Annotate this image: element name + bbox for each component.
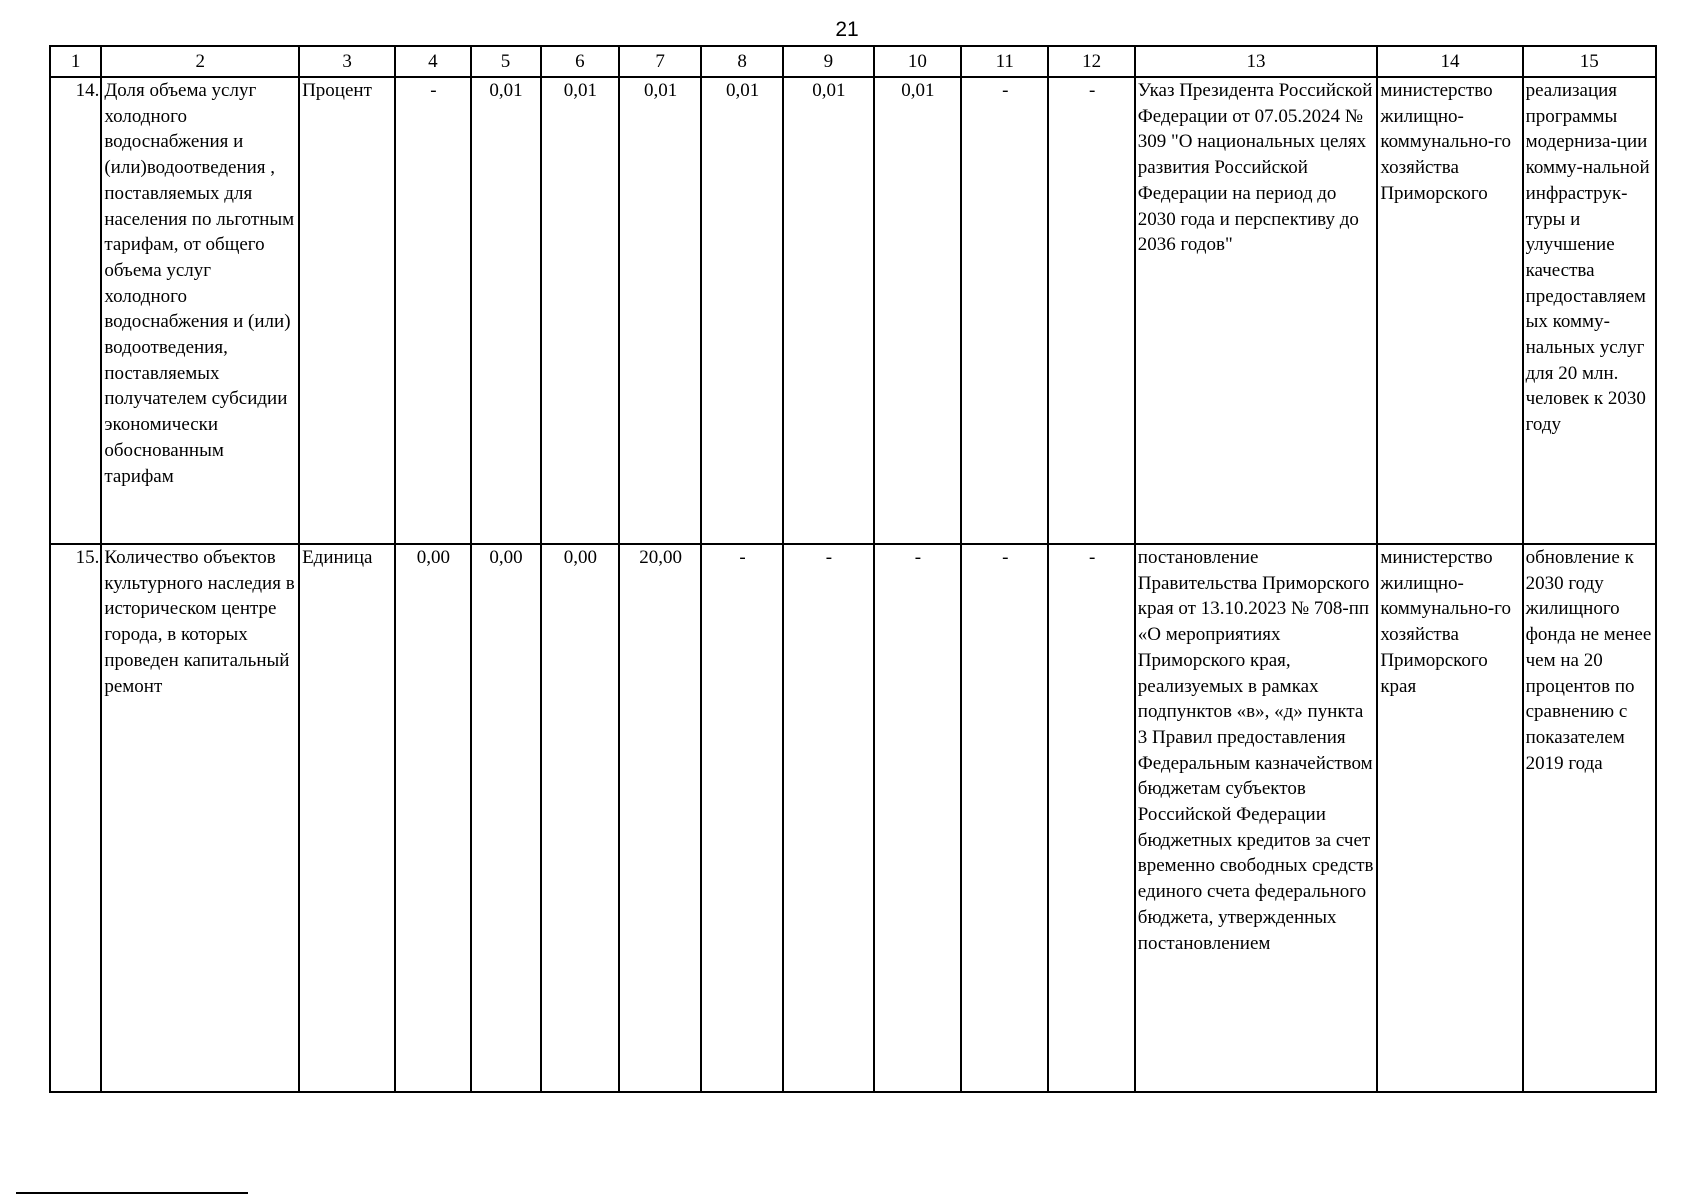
value-cell: 0,01	[874, 77, 961, 544]
indicator-name: Количество объектов культурного наследия в историческом центре города, в которых проведен капитальный ремонт	[101, 544, 299, 1092]
value-cell: 0,01	[701, 77, 783, 544]
indicator-name: Доля объема услуг холодного водоснабжения и (или)водоотведения , поставляемых для населения по льготным тарифам, от общего объема услуг холодного водоснабжения и (или) водоотведения, поставляемых получателем субсидии экономически обоснованным тарифам	[101, 77, 299, 544]
header-cell: 8	[701, 46, 783, 77]
table-row	[50, 544, 1656, 1092]
header-cell: 9	[783, 46, 874, 77]
value-cell: -	[1048, 77, 1134, 544]
value-cell: -	[961, 77, 1048, 544]
row-number: 15.	[50, 544, 101, 1092]
header-cell: 10	[874, 46, 961, 77]
header-row	[50, 46, 1656, 77]
header-cell: 15	[1523, 46, 1656, 77]
responsible-body: министерство жилищно-коммунально-го хозяйства Приморского края	[1377, 544, 1522, 1092]
value-cell: 0,01	[471, 77, 541, 544]
header-cell: 6	[541, 46, 620, 77]
value-cell: 0,01	[783, 77, 874, 544]
value-cell: 0,01	[541, 77, 620, 544]
page-number: 21	[835, 18, 859, 41]
header-cell: 14	[1377, 46, 1522, 77]
value-cell: 20,00	[619, 544, 701, 1092]
header-cell: 5	[471, 46, 541, 77]
basis-document: Указ Президента Российской Федерации от 07.05.2024 № 309 "О национальных целях развития Российской Федерации на период до 2030 года и перспективу до 2036 годов"	[1135, 77, 1378, 544]
basis-document: постановление Правительства Приморского края от 13.10.2023 № 708-пп «О мероприятиях Приморского края, реализуемых в рамках подпунктов «в», «д» пункта 3 Правил предоставления Федеральным казначейством бюджетам субъектов Российской Федерации бюджетных кредитов за счет временно свободных средств единого счета федерального бюджета, утвержденных постановлением	[1135, 544, 1378, 1092]
value-cell: -	[783, 544, 874, 1092]
header-cell: 7	[619, 46, 701, 77]
header-cell: 13	[1135, 46, 1378, 77]
value-cell: -	[874, 544, 961, 1092]
footnote-separator	[16, 1192, 248, 1194]
value-cell: -	[961, 544, 1048, 1092]
value-cell: 0,00	[541, 544, 620, 1092]
value-cell: 0,01	[619, 77, 701, 544]
table-row	[50, 77, 1656, 544]
header-cell: 4	[395, 46, 470, 77]
header-cell: 11	[961, 46, 1048, 77]
row-number: 14.	[50, 77, 101, 544]
national-goal: реализация программы модерниза-ции комму-нальной инфраструк-туры и улучшение качества предоставляемых комму-нальных услуг для 20 млн. человек к 2030 году	[1523, 77, 1656, 544]
header-cell: 1	[50, 46, 101, 77]
indicators-table	[49, 45, 1657, 1093]
header-cell: 12	[1048, 46, 1134, 77]
value-cell: 0,00	[395, 544, 470, 1092]
value-cell: -	[701, 544, 783, 1092]
unit-cell: Единица	[299, 544, 395, 1092]
header-cell: 3	[299, 46, 395, 77]
value-cell: -	[1048, 544, 1134, 1092]
header-cell: 2	[101, 46, 299, 77]
value-cell: 0,00	[471, 544, 541, 1092]
unit-cell: Процент	[299, 77, 395, 544]
responsible-body: министерство жилищно-коммунально-го хозяйства Приморского	[1377, 77, 1522, 544]
national-goal: обновление к 2030 году жилищного фонда не менее чем на 20 процентов по сравнению с показателем 2019 года	[1523, 544, 1656, 1092]
value-cell: -	[395, 77, 470, 544]
